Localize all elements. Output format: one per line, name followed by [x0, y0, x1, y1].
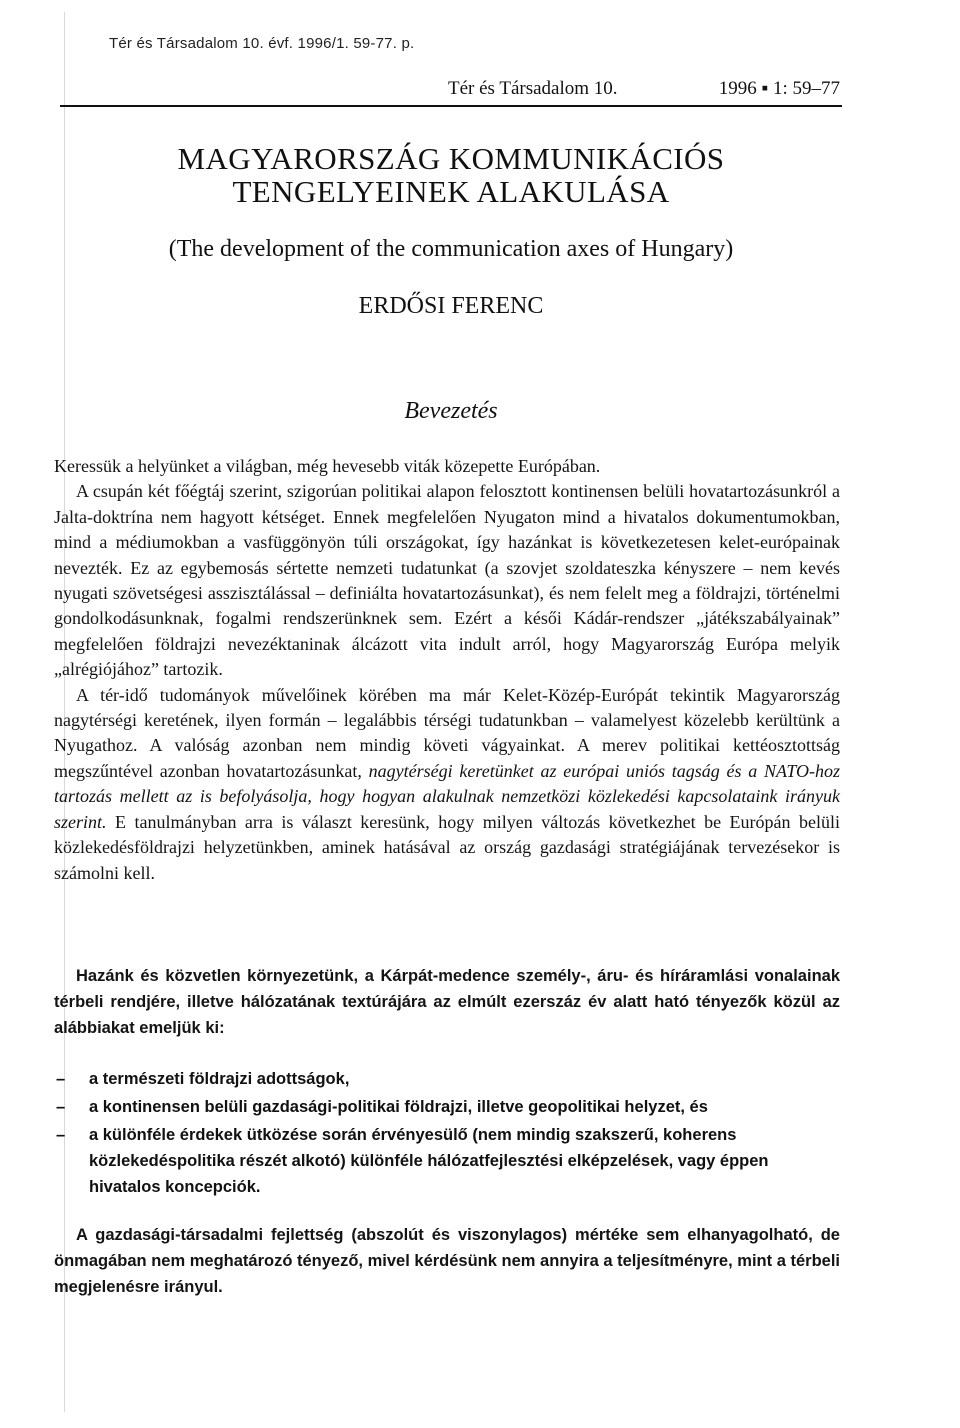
- paragraph-2-part-a: A tér-idő tudományok művelőinek körében ma már Kelet-Közép-Európát tekintik Magyarország nagytérségi keretének, ilyen formán – legalábbis térségi tudatunkban – valamelyest közelebb kerültünk a Nyugathoz. A valóság azonban nem mindig követi vágyainkat. A merev politikai kettéosztottság megszűntével azonban hovatartozásunkat,: [54, 684, 840, 781]
- article-title-line2: TENGELYEINEK ALAKULÁSA: [232, 174, 670, 209]
- paragraph-1b: [54, 479, 840, 682]
- paragraph-4: A gazdasági-társadalmi fejlettség (abszolút és viszonylagos) mértéke sem elhanyagolható, de önmagában nem meghatározó tényező, mivel kérdésünk nem annyira a teljesítményre, mint a térbeli megjelenésre irányul.: [54, 1226, 840, 1296]
- journal-name: Tér és Társadalom 10.: [448, 78, 618, 99]
- list-dash: –: [56, 1126, 66, 1144]
- section-heading: Bevezetés: [404, 398, 498, 424]
- paragraph-2: [54, 683, 840, 886]
- list-item: – a különféle érdekek ütközése során érvényesülő (nem mindig szakszerű, koherens közlekedéspolitika részét alkotó) különféle hálózatfejlesztési elképzelések, vagy éppen hivatalos koncepciók.: [54, 1122, 840, 1200]
- citation-header: Tér és Társadalom 10. évf. 1996/1. 59-77. p.: [109, 35, 415, 52]
- paragraph-3: Hazánk és közvetlen környezetünk, a Kárpát-medence személy-, áru- és híráramlási vonalainak térbeli rendjére, illetve hálózatának textúrájára az elmúlt ezerszáz év alatt ható tényezők közül az alábbiakat emeljük ki:: [54, 967, 840, 1037]
- list-dash: –: [56, 1098, 66, 1116]
- issue-pages: 1996 ▪ 1: 59–77: [718, 78, 840, 99]
- article-subtitle: (The development of the communication axes of Hungary): [168, 236, 734, 262]
- paragraph-1-sentence-1: Keressük a helyünket a világban, még hevesebb viták közepette Európában.: [54, 456, 601, 476]
- paragraph-1: [54, 454, 840, 479]
- paragraph-2-part-b: E tanulmányban arra is választ keresünk, hogy milyen változás következhet be Európán belüli közlekedésföldrajzi helyzetünkben, aminek hatásával az ország gazdasági stratégiájának tervezésekor is számolni kell.: [54, 811, 841, 883]
- factor-list: [54, 1066, 840, 1202]
- paragraph-2-italic: nagytérségi keretünket az európai uniós tagság és a NATO-hoz tartozás mellett az is befolyásolja, hogy hogyan alakulnak nemzetközi közlekedési kapcsolataink irányuk szerint.: [54, 760, 841, 832]
- header-rule: [60, 105, 842, 107]
- paragraph-1-sentence-2: A csupán két főégtáj szerint, szigorúan politikai alapon felosztott kontinensen belüli hovatartozásunkról a Jalta-doktrína nem hagyott kétséget.: [54, 481, 840, 527]
- article-title-line1: MAGYARORSZÁG KOMMUNIKÁCIÓS: [177, 141, 725, 176]
- running-head: [448, 78, 840, 104]
- list-item: – a természeti földrajzi adottságok,: [54, 1066, 840, 1092]
- intro-paragraphs: [54, 454, 840, 886]
- list-item: – a kontinensen belüli gazdasági-politikai földrajzi, illetve geopolitikai helyzet, és: [54, 1094, 840, 1120]
- author-name: ERDŐSI FERENC: [358, 293, 544, 319]
- paragraph-1-sentence-3: Ennek megfelelően Nyugaton mind a hivatalos dokumentumokban, mind a médiumokban a vasfüggönyön túli országokat, így hazánkat is következetesen kelet-európainak nevezték. Ez az egybemosás sértette nemzeti tudatunkat (a szovjet szoldateszka kényszere – nem kevés nyugati szövetségesi asszisztálással – definiálta hovatartozásunkat), és nem felelt meg a földrajzi, történelmi gondolkodásunknak, fogalmi rendszerünknek sem. Ezért a késői Kádár-rendszer „játékszabályainak” megfelelően földrajzi nevezéktaninak álcázott vita indult arról, hogy Magyarország Európa melyik „alrégiójához” tartozik.: [54, 506, 841, 680]
- list-dash: –: [56, 1070, 66, 1088]
